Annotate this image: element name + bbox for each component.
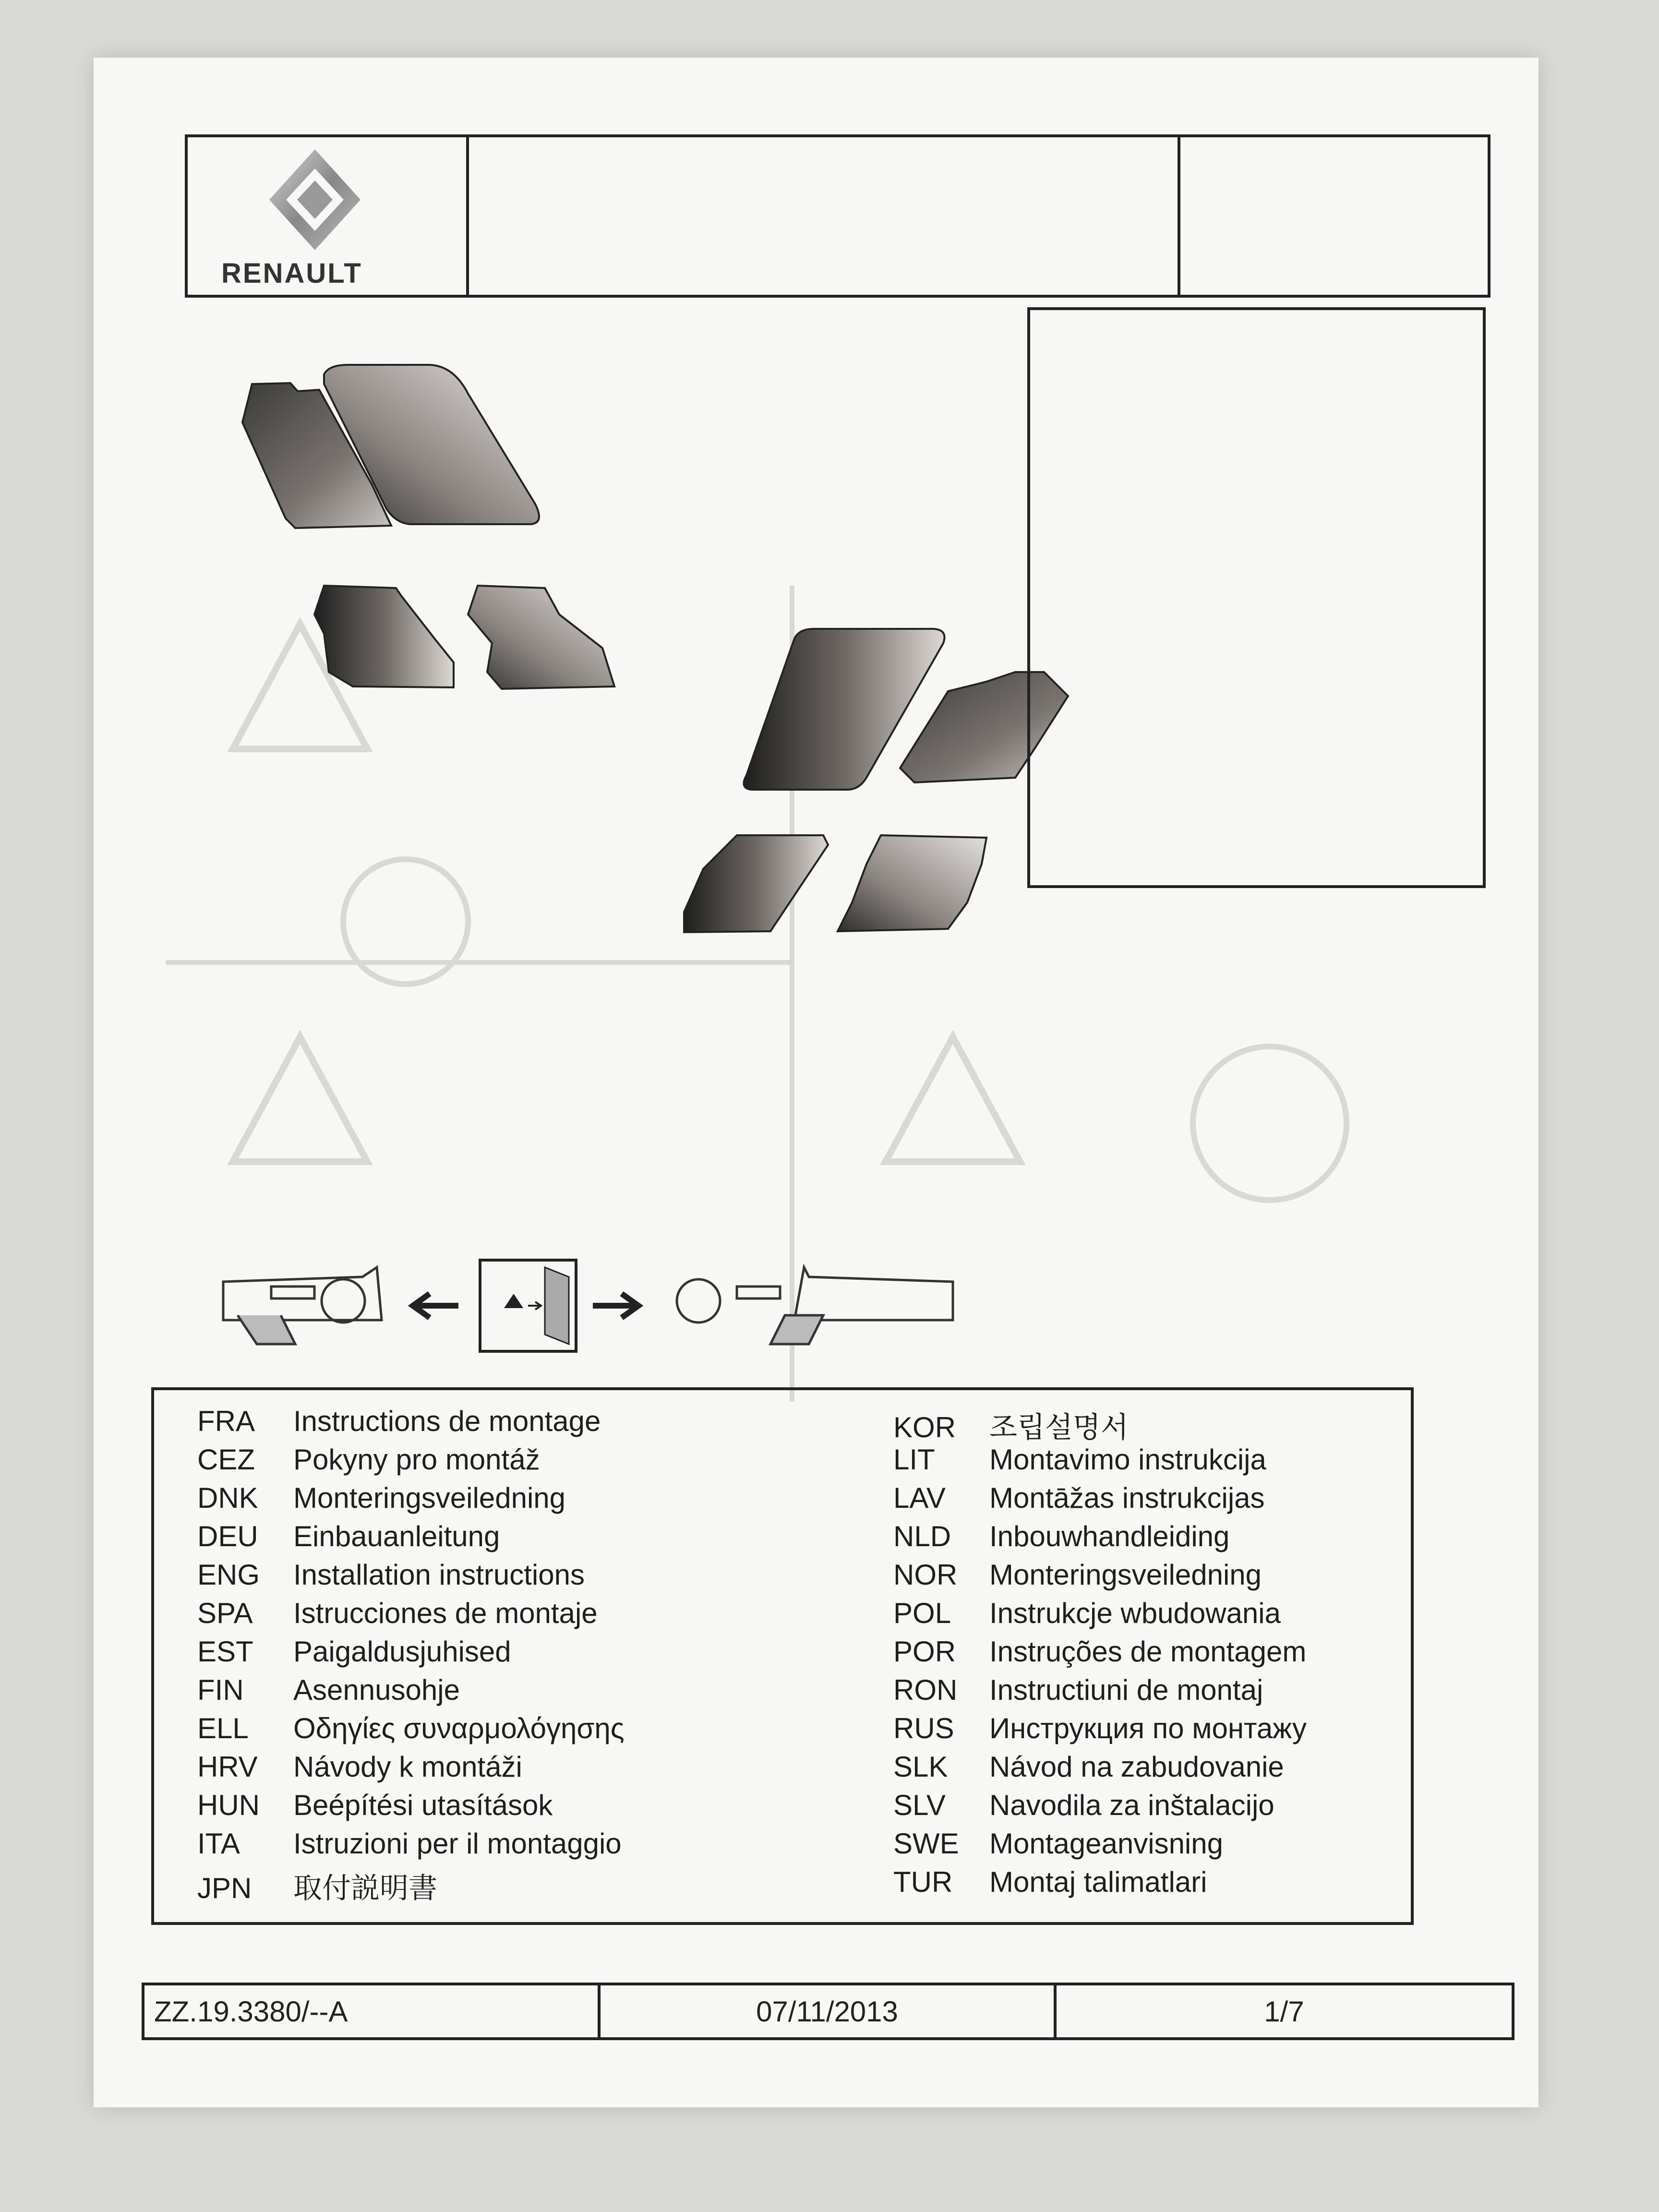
language-code: SLV	[893, 1789, 946, 1821]
language-code: LIT	[893, 1443, 935, 1476]
language-row	[197, 1597, 598, 1630]
rear-right-mat-set2	[838, 835, 986, 931]
language-title: Instruções de montagem	[989, 1635, 1307, 1668]
language-row	[197, 1558, 585, 1591]
header-table	[185, 134, 1491, 298]
language-code: DNK	[197, 1482, 258, 1514]
language-title: Beépítési utasítások	[293, 1789, 553, 1821]
rhd-dashboard-icon	[677, 1267, 953, 1344]
language-title: Asennusohje	[293, 1674, 460, 1706]
language-title: Οδηγίες συναρμολόγησης	[293, 1712, 625, 1744]
language-title: Инструкция по монтажу	[989, 1712, 1307, 1744]
language-code: DEU	[197, 1520, 258, 1552]
language-code: NOR	[893, 1559, 958, 1591]
language-row	[893, 1558, 1262, 1591]
footer-table	[142, 1983, 1515, 2040]
language-title: Navodila za inštalacijo	[989, 1789, 1274, 1821]
language-code: FIN	[197, 1674, 244, 1706]
header-right-cell	[1178, 137, 1488, 295]
document-date: 07/11/2013	[601, 1985, 1057, 2037]
language-code: RUS	[893, 1712, 954, 1744]
arrow-right-icon	[593, 1294, 638, 1318]
language-title: Istruzioni per il montaggio	[293, 1827, 622, 1860]
page-number: 1/7	[1264, 1995, 1304, 2028]
lhd-dashboard-icon	[223, 1267, 382, 1344]
language-title: 取付説明書	[293, 1872, 437, 1904]
rear-right-mat	[468, 586, 614, 689]
language-title: Instructions de montage	[293, 1405, 601, 1437]
language-code: POL	[893, 1597, 951, 1629]
language-row	[197, 1865, 437, 1907]
language-title: Monteringsveiledning	[989, 1559, 1262, 1591]
language-code: FRA	[197, 1405, 255, 1437]
language-code: CEZ	[197, 1443, 255, 1476]
language-row	[893, 1827, 1223, 1860]
language-row	[893, 1865, 1207, 1899]
language-code: LAV	[893, 1482, 946, 1514]
language-title: Einbauanleitung	[293, 1520, 500, 1552]
language-code: KOR	[893, 1411, 956, 1443]
language-row	[197, 1827, 622, 1860]
language-row	[197, 1673, 460, 1707]
language-code: EST	[197, 1635, 253, 1668]
illustration-frame	[1027, 307, 1486, 888]
language-row	[197, 1635, 511, 1668]
language-title: Inbouwhandleiding	[989, 1520, 1230, 1552]
book-icon	[480, 1260, 576, 1351]
language-row	[893, 1673, 1263, 1707]
document-reference: ZZ.19.3380/--A	[144, 1985, 601, 2037]
language-code: TUR	[893, 1866, 953, 1898]
language-title: Montāžas instrukcijas	[989, 1482, 1265, 1514]
language-row	[197, 1520, 500, 1553]
language-code: HUN	[197, 1789, 260, 1821]
language-row	[893, 1750, 1284, 1783]
language-code: POR	[893, 1635, 956, 1668]
language-code: HRV	[197, 1751, 258, 1783]
language-row	[197, 1789, 553, 1822]
language-row	[893, 1520, 1229, 1553]
language-row	[893, 1597, 1281, 1630]
language-row	[197, 1712, 625, 1745]
language-row	[197, 1405, 601, 1438]
logo-cell	[188, 137, 469, 295]
instruction-sheet	[94, 58, 1539, 2107]
language-code: ENG	[197, 1559, 260, 1591]
language-row	[893, 1712, 1307, 1745]
renault-logo-icon	[264, 147, 365, 252]
rear-left-mat-set2	[684, 835, 828, 932]
language-row	[893, 1405, 1129, 1446]
language-code: RON	[893, 1674, 958, 1706]
language-row	[197, 1443, 540, 1476]
language-title: 조립설명서	[989, 1411, 1129, 1443]
language-title: Paigaldusjuhised	[293, 1635, 511, 1668]
languages-table	[151, 1387, 1414, 1925]
drive-side-pictograms	[218, 1248, 962, 1363]
language-title: Montageanvisning	[989, 1827, 1224, 1860]
language-title: Monteringsveiledning	[293, 1482, 566, 1514]
language-title: Montaj talimatlari	[989, 1866, 1207, 1898]
language-code: ELL	[197, 1712, 249, 1744]
language-code: SLK	[893, 1751, 948, 1783]
language-title: Pokyny pro montáž	[293, 1443, 540, 1476]
language-row	[893, 1635, 1306, 1668]
language-row	[197, 1750, 522, 1783]
language-title: Istrucciones de montaje	[293, 1597, 598, 1629]
language-code: JPN	[197, 1872, 252, 1904]
language-title: Installation instructions	[293, 1559, 585, 1591]
language-title: Návody k montáži	[293, 1751, 522, 1783]
arrow-left-icon	[413, 1294, 458, 1318]
language-title: Instrukcje wbudowania	[989, 1597, 1281, 1629]
language-code: NLD	[893, 1520, 951, 1552]
language-title: Návod na zabudovanie	[989, 1751, 1284, 1783]
floor-mats-illustration	[228, 326, 1092, 960]
language-title: Montavimo instrukcija	[989, 1443, 1266, 1476]
rear-left-mat	[314, 586, 454, 687]
language-row	[893, 1789, 1274, 1822]
language-code: ITA	[197, 1827, 240, 1860]
brand-name: RENAULT	[221, 258, 362, 289]
language-code: SWE	[893, 1827, 959, 1860]
language-row	[893, 1443, 1266, 1476]
language-title: Instructiuni de montaj	[989, 1674, 1263, 1706]
language-row	[893, 1481, 1265, 1515]
language-row	[197, 1481, 565, 1515]
language-code: SPA	[197, 1597, 253, 1629]
